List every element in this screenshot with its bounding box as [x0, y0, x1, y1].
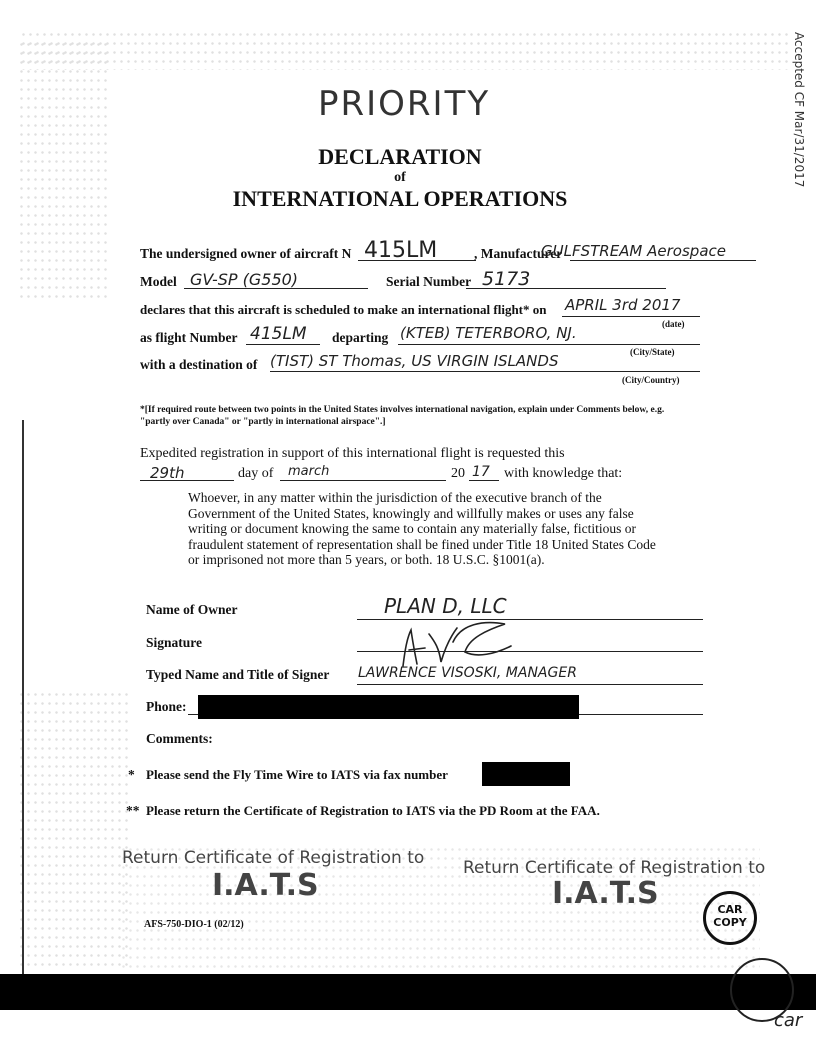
title-declaration: DECLARATION [318, 144, 482, 169]
manufacturer-label: , Manufacturer [474, 246, 563, 261]
declares-label: declares that this aircraft is scheduled to make an international flight* on [140, 302, 547, 317]
scan-noise-left-bottom [18, 690, 128, 970]
fax-note: Please send the Fly Time Wire to IATS via fax number [146, 767, 448, 782]
car-copy-line1: CAR [717, 903, 743, 916]
signature-scribble [395, 614, 515, 670]
manufacturer-line [570, 260, 756, 261]
departing-value: (KTEB) TETERBORO, NJ. [400, 324, 577, 342]
month-line [280, 480, 446, 481]
comments-label: Comments: [146, 731, 213, 746]
year-prefix: 20 [451, 466, 465, 481]
return-note: Please return the Certificate of Registration to IATS via the PD Room at the FAA. [146, 803, 600, 818]
serial-label: Serial Number [386, 274, 472, 289]
date-caption: (date) [662, 319, 685, 329]
destination-line [270, 371, 700, 372]
typed-name-line [357, 684, 703, 685]
year-value: 17 [472, 464, 490, 480]
departing-line [398, 344, 700, 345]
phone-redaction [198, 695, 579, 719]
return-asterisks: ** [126, 803, 140, 818]
city-state-caption: (City/State) [630, 347, 675, 357]
knowledge-label: with knowledge that: [504, 466, 623, 481]
signature-label: Signature [146, 635, 203, 650]
manufacturer-value: GULFSTREAM Aerospace [541, 242, 726, 260]
departing-label: departing [332, 330, 389, 345]
model-value: GV-SP (G550) [190, 270, 299, 289]
return-stamp-right-line1: Return Certificate of Registration to [463, 858, 766, 878]
phone-label: Phone: [146, 699, 187, 714]
car-copy-line2: COPY [713, 916, 747, 929]
form-number: AFS-750-DIO-1 (02/12) [144, 919, 244, 930]
year-line [469, 480, 499, 481]
route-footnote: *[If required route between two points in the United States involves international navigation, explain under Comments below, e.g. "partly over Canada" or "partly in international airspace".] [140, 405, 665, 427]
priority-handwriting: PRIORITY [318, 84, 491, 124]
destination-value: (TIST) ST Thomas, US VIRGIN ISLANDS [270, 352, 559, 370]
return-stamp-left-line1: Return Certificate of Registration to [122, 848, 425, 868]
flight-number-value: 415LM [250, 324, 307, 344]
city-country-caption: (City/Country) [622, 375, 680, 385]
typed-name-label: Typed Name and Title of Signer [146, 667, 330, 682]
day-of-label: day of [238, 466, 274, 481]
initials: car [774, 1010, 803, 1031]
n-number-value: 415LM [364, 238, 438, 263]
return-stamp-left-line2: I.A.T.S [212, 868, 319, 903]
day-value: 29th [150, 464, 185, 482]
car-copy-stamp [703, 891, 757, 945]
bottom-redaction-bar [0, 974, 816, 1010]
serial-value: 5173 [482, 268, 531, 290]
destination-label: with a destination of [140, 357, 258, 372]
owner-aircraft-label: The undersigned owner of aircraft N [140, 246, 352, 261]
fax-asterisk: * [128, 767, 135, 782]
typed-name-value: LAWRENCE VISOSKI, MANAGER [358, 665, 577, 681]
month-value: march [288, 464, 330, 479]
fax-number-redaction [482, 762, 570, 786]
title-of: of [394, 170, 406, 185]
return-stamp-right-line2: I.A.T.S [552, 876, 659, 911]
flight-date-value: APRIL 3rd 2017 [565, 296, 681, 314]
date-line [562, 316, 700, 317]
title-international-operations: INTERNATIONAL OPERATIONS [232, 186, 568, 211]
legal-warning: Whoever, in any matter within the jurisdiction of the executive branch of the Government of the United States, knowingly and willfully makes or uses any false writing or document knowing the same to contain any materially false, fictitious or fraudulent statement of representation shall be fined under Title 18 United States Code or imprisoned not more than 5 years, or both. 18 U.S.C. §1001(a). [188, 490, 656, 567]
flight-number-line [246, 344, 320, 345]
accepted-side-stamp: Accepted CF Mar/31/2017 [792, 32, 806, 188]
owner-name-value: PLAN D, LLC [384, 594, 507, 618]
owner-name-label: Name of Owner [146, 602, 238, 617]
model-label: Model [140, 274, 177, 289]
flight-number-label: as flight Number [140, 330, 238, 345]
scan-noise-top [20, 30, 790, 70]
left-edge-line [22, 420, 24, 1010]
expedited-text: Expedited registration in support of this international flight is requested this [140, 446, 565, 461]
